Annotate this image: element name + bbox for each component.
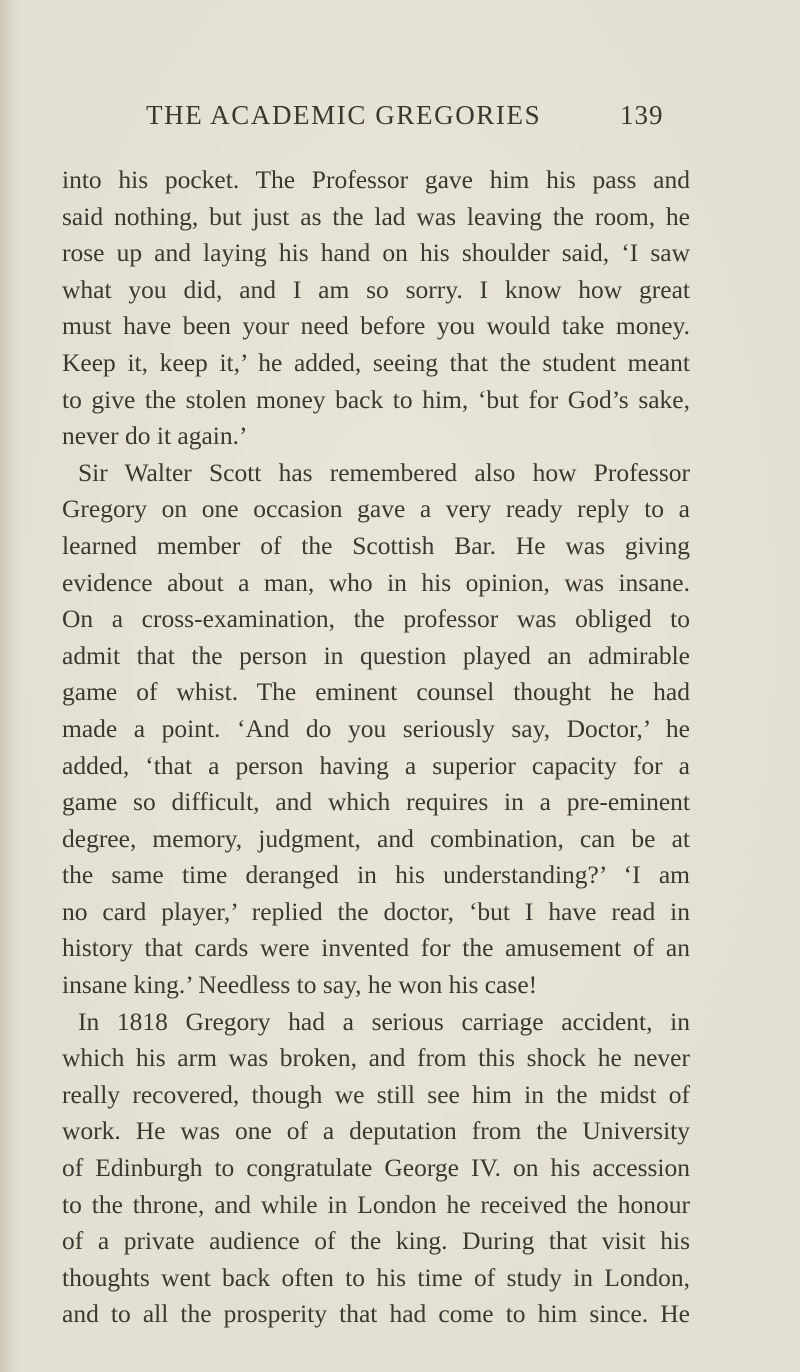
text-line: rose up and laying his hand on his shoulder said, ‘I saw	[62, 238, 690, 268]
text-line: game so difficult, and which requires in a pre-eminent	[62, 787, 690, 817]
text-line: Keep it, keep it,’ he added, seeing that the student meant	[62, 347, 690, 377]
text-line: of a private audience of the king. During that visit his	[62, 1226, 690, 1256]
text-line: history that cards were invented for the amusement of an	[62, 933, 690, 963]
text-line: which his arm was broken, and from this shock he never	[62, 1043, 690, 1073]
text-line: evidence about a man, who in his opinion, was insane.	[62, 567, 690, 597]
text-line: admit that the person in question played an admirable	[62, 640, 690, 670]
body-text	[62, 162, 690, 1333]
text-line: never do it again.’	[62, 421, 248, 451]
running-head	[0, 100, 800, 140]
text-line: to the throne, and while in London he received the honour	[62, 1189, 690, 1219]
text-line: learned member of the Scottish Bar. He was giving	[62, 530, 690, 560]
text-line: really recovered, though we still see him in the midst of	[62, 1079, 690, 1109]
text-line: made a point. ‘And do you seriously say, Doctor,’ he	[62, 713, 690, 743]
page-number: 139	[620, 100, 664, 130]
paragraph	[62, 1004, 690, 1333]
text-line: Gregory on one occasion gave a very ready reply to a	[62, 494, 690, 524]
text-line: no card player,’ replied the doctor, ‘but I have read in	[62, 896, 690, 926]
text-line: what you did, and I am so sorry. I know how great	[62, 274, 690, 304]
text-line: In 1818 Gregory had a serious carriage accident, in	[78, 1006, 690, 1036]
text-line: On a cross-examination, the professor was obliged to	[62, 604, 690, 634]
text-line: to give the stolen money back to him, ‘but for God’s sake,	[62, 384, 690, 414]
text-line: of Edinburgh to congratulate George IV. on his accession	[62, 1153, 690, 1183]
paragraph	[62, 162, 690, 455]
text-line: Sir Walter Scott has remembered also how Professor	[78, 457, 690, 487]
text-line: game of whist. The eminent counsel thought he had	[62, 677, 690, 707]
text-line: into his pocket. The Professor gave him his pass and	[62, 165, 690, 194]
paragraph	[62, 455, 690, 1004]
text-line: and to all the prosperity that had come to him since. He	[62, 1299, 690, 1329]
running-title: THE ACADEMIC GREGORIES	[146, 100, 542, 130]
text-line: must have been your need before you would take money.	[62, 311, 690, 341]
text-line: said nothing, but just as the lad was leaving the room, he	[62, 201, 690, 231]
text-line: degree, memory, judgment, and combination, can be at	[62, 823, 690, 853]
text-line: work. He was one of a deputation from the University	[62, 1116, 690, 1146]
text-line: added, ‘that a person having a superior capacity for a	[62, 750, 690, 780]
text-line: the same time deranged in his understanding?’ ‘I am	[62, 860, 690, 890]
text-line: insane king.’ Needless to say, he won his case!	[62, 970, 538, 1000]
text-line: thoughts went back often to his time of study in London,	[62, 1262, 690, 1292]
